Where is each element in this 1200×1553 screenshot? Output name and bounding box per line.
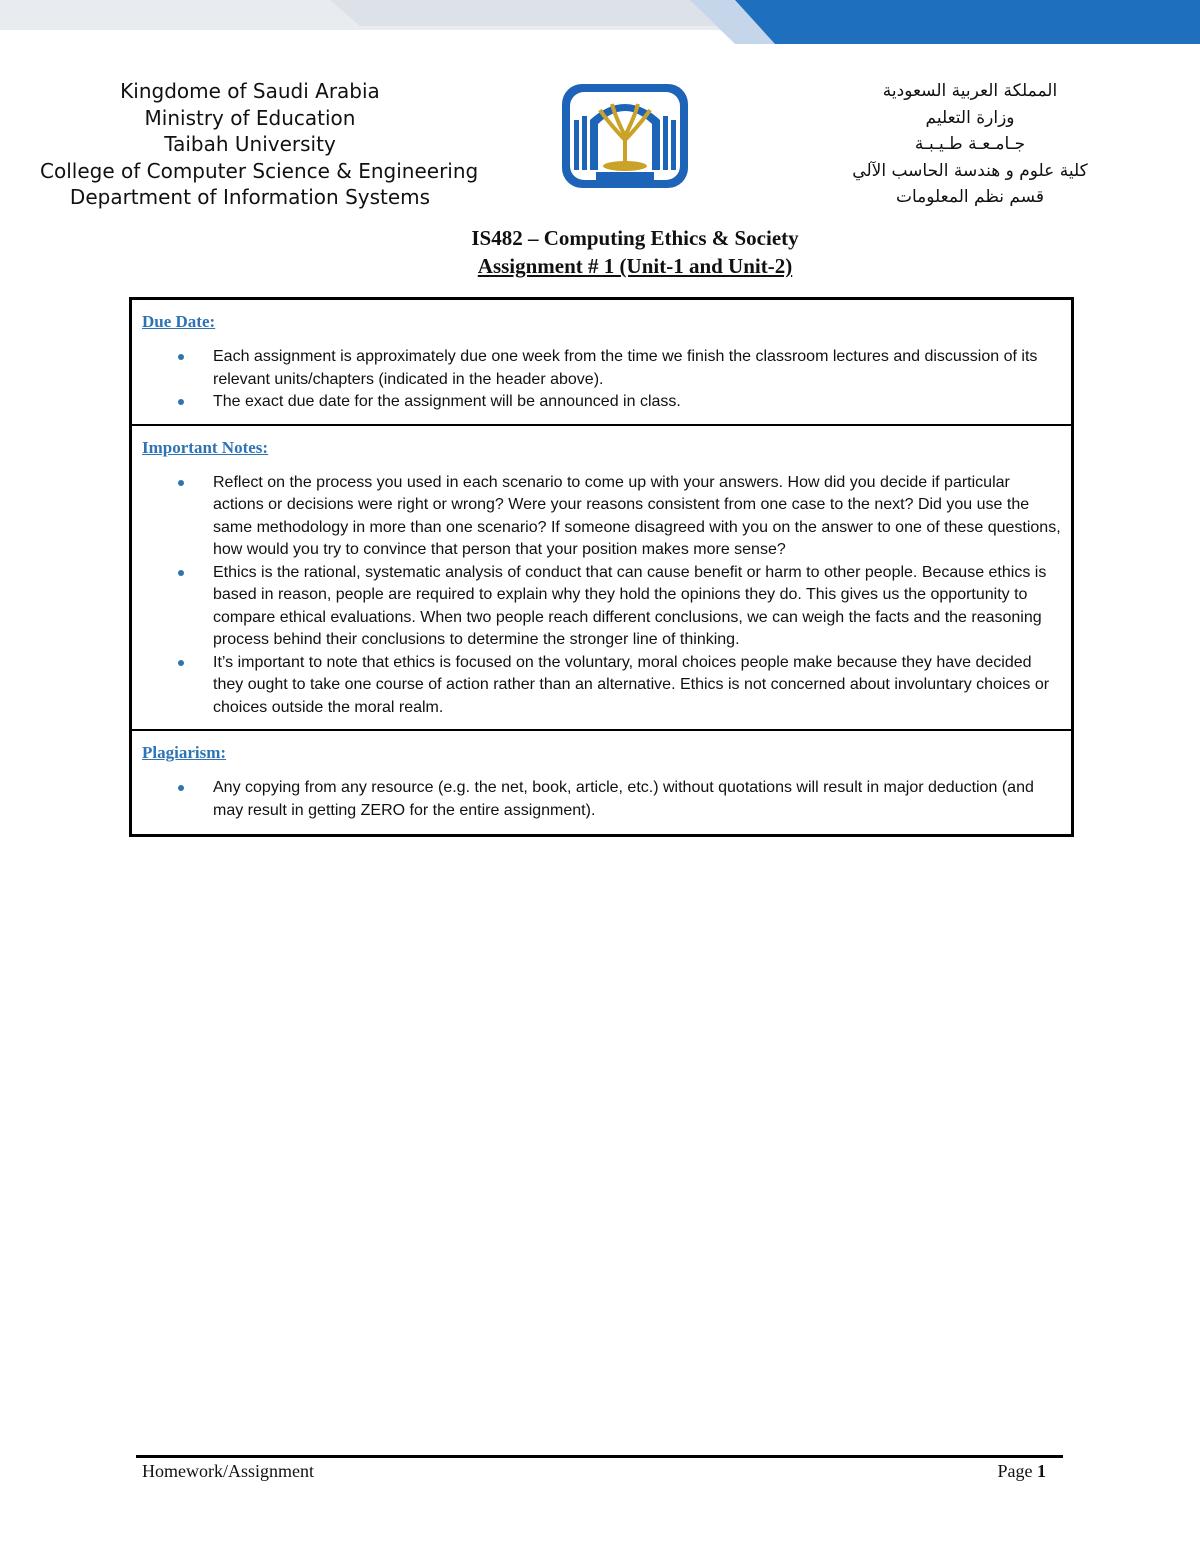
department-name: Department of Information Systems [69, 185, 431, 209]
page-label: Page [997, 1461, 1037, 1481]
country-name: Kingdome of Saudi Arabia [120, 79, 380, 103]
country-name-arabic: المملكة العربية السعودية [882, 81, 1058, 101]
department-name-arabic: قسم نظم المعلومات [895, 187, 1045, 207]
institution-header-arabic [820, 78, 1120, 211]
list-item: Reflect on the process you used in each scenario to come up with your answers. How did you decide if particular actions or decisions were right or wrong? Were your reasons consistent from one case to the next? Did you use the same methodology in more than one scenario? If someone disagreed with you on the answer to one of these questions, how would you try to convince that person that your position makes more sense? [142, 472, 1071, 562]
instructions-box [129, 297, 1074, 837]
list-item: The exact due date for the assignment will be announced in class. [142, 391, 1071, 414]
assignment-title: Assignment # 1 (Unit-1 and Unit-2) [477, 254, 793, 278]
page-indicator [960, 1461, 1046, 1482]
important-notes-list [142, 472, 1071, 720]
college-name: College of Computer Science & Engineering [40, 158, 479, 183]
footer-divider [136, 1455, 1063, 1458]
college-name-arabic: كلية علوم و هندسة الحاسب الآلي [852, 160, 1088, 181]
important-notes-section [132, 426, 1071, 732]
plagiarism-heading: Plagiarism: [142, 743, 227, 762]
institution-header-english [40, 78, 479, 211]
list-item: Ethics is the rational, systematic analysis of conduct that can cause benefit or harm to other people. Because ethics is based in reason, people are required to explain why they hold the opinions they do. This gives us the opportunity to compare ethical evaluations. When two people reach different conclusions, we can weigh the facts and the reasoning process behind their conclusions to determine the stronger line of thinking. [142, 562, 1071, 652]
ministry-name-arabic: وزارة التعليم [925, 107, 1015, 128]
list-item: Any copying from any resource (e.g. the net, book, article, etc.) without quotations will result in major deduction (and may result in getting ZERO for the entire assignment). [142, 777, 1071, 822]
due-date-list [142, 346, 1071, 414]
university-name: Taibah University [164, 132, 336, 156]
due-date-heading: Due Date: [142, 312, 216, 331]
plagiarism-list [142, 777, 1071, 822]
list-item: It’s important to note that ethics is focused on the voluntary, moral choices people make because they have decided they ought to take one course of action rather than an alternative. Ethics is not concerned about involuntary choices or choices outside the moral realm. [142, 652, 1071, 720]
list-item: Each assignment is approximately due one week from the time we finish the classroom lectures and discussion of its relevant units/chapters (indicated in the header above). [142, 346, 1071, 391]
document-title [0, 224, 1200, 280]
important-notes-heading: Important Notes: [142, 437, 269, 457]
course-title: IS482 – Computing Ethics & Society [471, 226, 799, 250]
footer-label: Homework/Assignment [142, 1461, 314, 1481]
ministry-name: Ministry of Education [144, 105, 356, 130]
page-number: 1 [1037, 1461, 1046, 1481]
due-date-section [132, 300, 1071, 426]
taibah-university-logo-icon [560, 80, 690, 190]
top-banner [0, 0, 1200, 44]
plagiarism-section [132, 731, 1071, 834]
university-name-arabic: جـامـعـة طـيـبـة [914, 134, 1026, 154]
